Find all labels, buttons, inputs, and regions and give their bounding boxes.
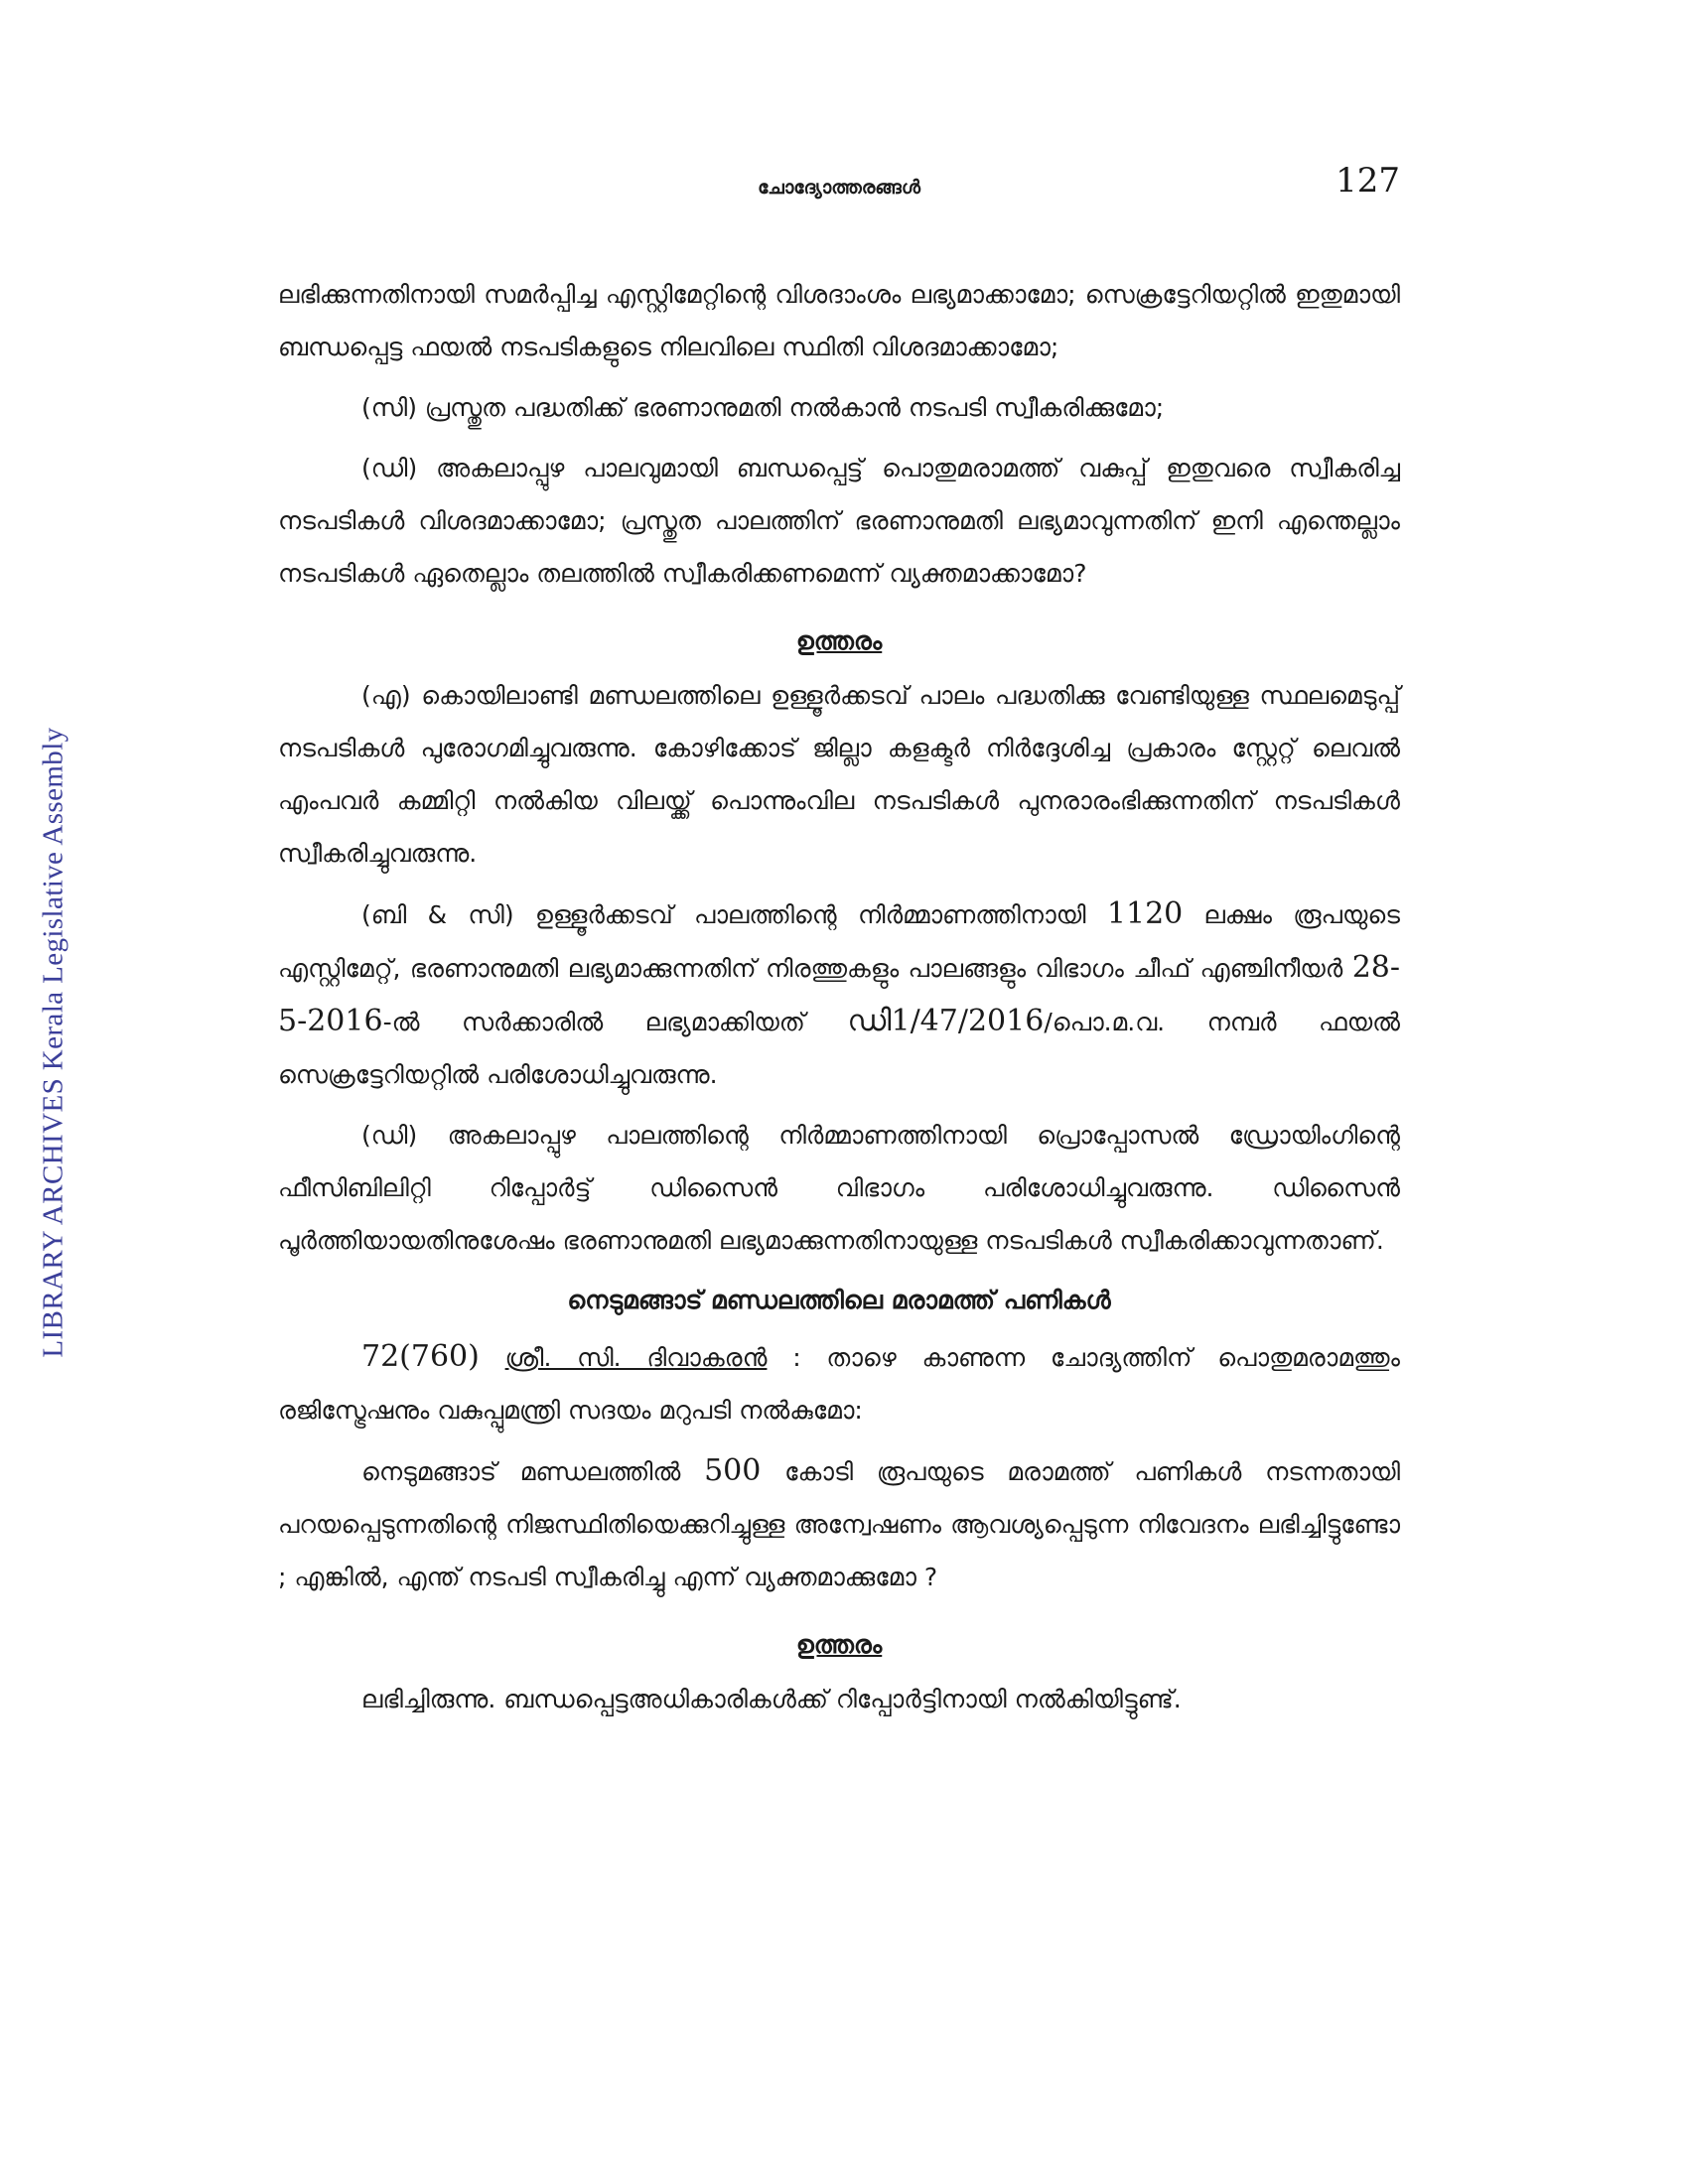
question-continuation: ലഭിക്കുന്നതിനായി സമർപ്പിച്ച എസ്റ്റിമേറ്റിന്റെ വിശദാംശം ലഭ്യമാക്കാമോ; സെക്രട്ടേറിയറ്റിൽ ഇതുമായി ബന്ധപ്പെട്ട ഫയൽ നടപടികളുടെ നിലവിലെ സ്ഥിതി വിശദമാക്കാമോ; [278,280,1400,361]
answer-text: /പൊ.മ.വ. നമ്പർ ഫയൽ സെക്രട്ടേറിയറ്റിൽ പരിശോധിച്ചുവരുന്നു. [278,1008,1400,1089]
answer-text: (ബി & സി) ഉള്ളൂർക്കടവ് പാലത്തിന്റെ നിർമ്മാണത്തിനായി [361,900,1107,929]
question-text: നെടുമങ്ങാട് മണ്ഡലത്തിൽ [361,1457,705,1486]
answer-72: ലഭിച്ചിരുന്നു. ബന്ധപ്പെട്ടഅധികാരികൾക്ക് റിപ്പോർട്ടിനായി നൽകിയിട്ടുണ്ട്. [361,1685,1182,1713]
question-72-body [278,1444,1400,1603]
amount-number: 500 [704,1453,762,1488]
question-part-c: (സി) പ്രസ്തുത പദ്ധതിക്ക് ഭരണാനുമതി നൽകാൻ നടപടി സ്വീകരിക്കുമോ; [361,393,1165,422]
answer-part-d: (ഡി) അകലാപ്പുഴ പാലത്തിന്റെ നിർമ്മാണത്തിനായി പ്രൊപ്പോസൽ ഡ്രോയിംഗിന്റെ ഫീസിബിലിറ്റി റിപ്പോർട്ട് ഡിസൈൻ വിഭാഗം പരിശോധിച്ചുവരുന്നു. ഡിസൈൻ പൂർത്തിയായതിനുശേഷം ഭരണാനുമതി ലഭ്യമാക്കുന്നതിനായുള്ള നടപടികൾ സ്വീകരിക്കാവുന്നതാണ്. [278,1121,1400,1255]
question-text: കോടി രൂപയുടെ മരാമത്ത് പണികൾ നടന്നതായി പറയപ്പെടുന്നതിന്റെ നിജസ്ഥിതിയെക്കുറിച്ചുള്ള അന്വേഷണം ആവശ്യപ്പെടുന്ന നിവേദനം ലഭിച്ചിട്ടുണ്ടോ ; എങ്കിൽ, എന്ത് നടപടി സ്വീകരിച്ചു എന്ന് വ്യക്തമാക്കുമോ ? [278,1457,1400,1591]
section-heading: നെടുമങ്ങാട് മണ്ഡലത്തിലെ മരാമത്ത് പണികൾ [567,1286,1111,1314]
answer-heading: ഉത്തരം [795,1630,883,1659]
running-title: ചോദ്യോത്തരങ്ങൾ [758,177,920,199]
page-number: 127 [1336,161,1400,201]
answer-part-b-c [278,887,1400,1101]
question-number: 72(760) [361,1339,480,1374]
answer-part-a: (എ) കൊയിലാണ്ടി മണ്ഡലത്തിലെ ഉള്ളൂർക്കടവ് പാലം പദ്ധതിക്കു വേണ്ടിയുള്ള സ്ഥലമെടുപ്പ് നടപടികൾ പുരോഗമിച്ചുവരുന്നു. കോഴിക്കോട് ജില്ലാ കളക്ടർ നിർദ്ദേശിച്ച പ്രകാരം സ്റ്റേറ്റ് ലെവൽ എംപവർ കമ്മിറ്റി നൽകിയ വിലയ്ക്ക് പൊന്നുംവില നടപടികൾ പുനരാരംഭിക്കുന്നതിന് നടപടികൾ സ്വീകരിച്ചുവരുന്നു. [278,681,1400,868]
question-72-intro [278,1330,1400,1436]
archive-watermark: LIBRARY ARCHIVES Kerala Legislative Assembly [37,727,70,1358]
answer-text: -ൽ സർക്കാരിൽ ലഭ്യമാക്കിയത് [382,1008,848,1036]
date-number: 28-5-2016 [278,950,1400,1038]
answer-text: ലക്ഷം രൂപയുടെ എസ്റ്റിമേറ്റ്, ഭരണാനുമതി ലഭ്യമാക്കുന്നതിന് നിരത്തുകളും പാലങ്ങളും വിഭാഗം ചീഫ് എഞ്ചിനീയർ [278,900,1400,983]
member-name: ശ്രീ. സി. ദിവാകരൻ [504,1343,768,1372]
question-part-d: (ഡി) അകലാപ്പുഴ പാലവുമായി ബന്ധപ്പെട്ട് പൊതുമരാമത്ത് വകുപ്പ് ഇതുവരെ സ്വീകരിച്ച നടപടികൾ വിശദമാക്കാമോ; പ്രസ്തുത പാലത്തിന് ഭരണാനുമതി ലഭ്യമാവുന്നതിന് ഇനി എന്തെല്ലാം നടപടികൾ ഏതെല്ലാം തലത്തിൽ സ്വീകരിക്കണമെന്ന് വ്യക്തമാക്കാമോ? [278,454,1400,588]
running-header [278,161,1400,210]
question-text: : താഴെ കാണുന്ന ചോദ്യത്തിന് പൊതുമരാമത്തും രജിസ്ട്രേഷനും വകുപ്പുമന്ത്രി സദയം മറുപടി നൽകുമോ: [278,1343,1400,1425]
amount-number: 1120 [1106,896,1184,931]
file-number: ഡി1/47/2016 [847,1004,1045,1038]
answer-heading: ഉത്തരം [795,626,883,655]
page-content [278,268,1400,1733]
